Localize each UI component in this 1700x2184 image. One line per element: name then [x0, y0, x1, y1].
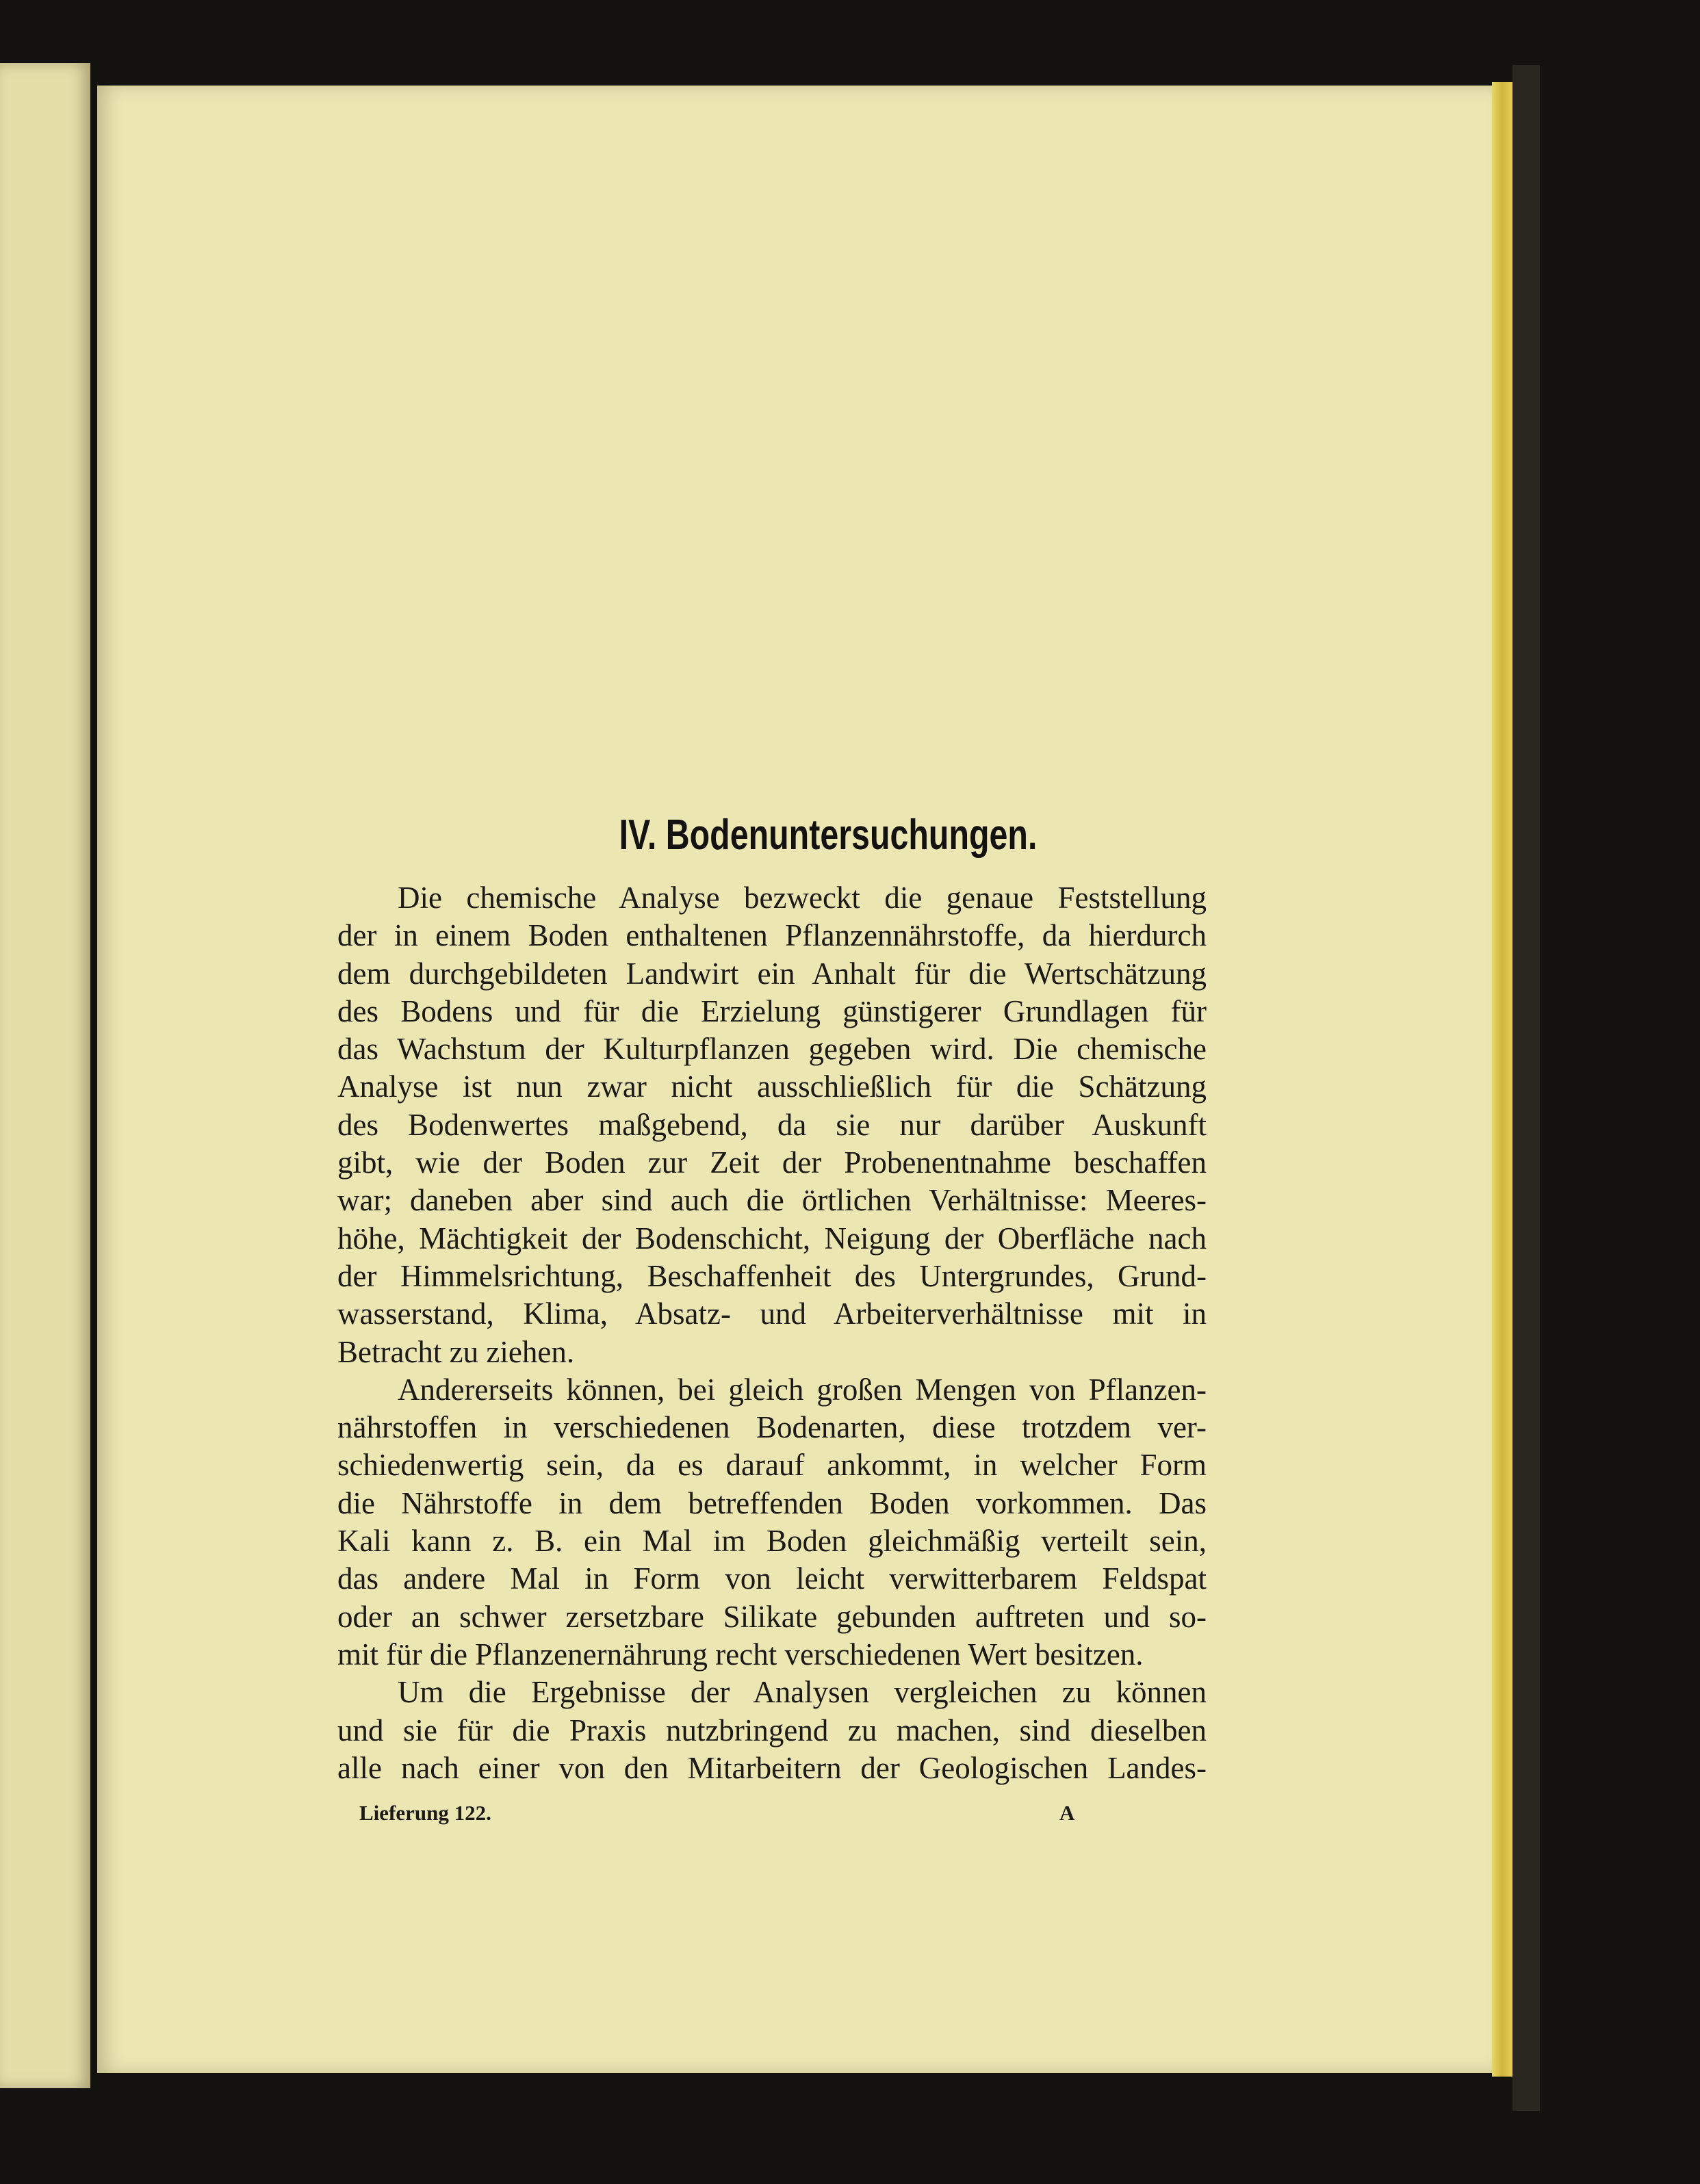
text-line: mit für die Pflanzenernährung recht verschiedenen Wert besitzen.: [337, 1637, 1144, 1672]
left-page-edge: [0, 63, 90, 2088]
footer-signature: Lieferung 122.: [359, 1801, 491, 1825]
body-text: [337, 879, 1207, 1787]
text-line: der Himmelsrichtung, Beschaffenheit des Untergrundes, Grund-: [337, 1258, 1207, 1293]
chapter-title: IV. Bodenuntersuchungen.: [619, 811, 1038, 859]
text-line: dem durchgebildeten Landwirt ein Anhalt für die Wertschätzung: [337, 956, 1207, 991]
text-line: wasserstand, Klima, Absatz- und Arbeiterverhältnisse mit in: [337, 1297, 1207, 1331]
text-line: der in einem Boden enthaltenen Pflanzennährstoffe, da hierdurch: [337, 918, 1207, 953]
text-line: das Wachstum der Kulturpflanzen gegeben wird. Die chemische: [337, 1032, 1207, 1067]
footer-sheet-mark: A: [1059, 1801, 1075, 1825]
text-line: des Bodenwertes maßgebend, da sie nur darüber Auskunft: [337, 1107, 1207, 1142]
text-line: alle nach einer von den Mitarbeitern der Geologischen Landes-: [337, 1750, 1207, 1785]
text-line: nährstoffen in verschiedenen Bodenarten, diese trotzdem ver-: [337, 1410, 1207, 1445]
text-line: Analyse ist nun zwar nicht ausschließlich für die Schätzung: [337, 1069, 1207, 1104]
text-line: Kali kann z. B. ein Mal im Boden gleichmäßig verteilt sein,: [337, 1524, 1207, 1559]
page-block-edge: [1492, 82, 1512, 2077]
text-line: war; daneben aber sind auch die örtlichen Verhältnisse: Meeres-: [337, 1183, 1207, 1218]
text-line: des Bodens und für die Erzielung günstigerer Grundlagen für: [337, 993, 1207, 1028]
text-line: und sie für die Praxis nutzbringend zu machen, sind dieselben: [337, 1713, 1207, 1747]
text-line: Betracht zu ziehen.: [337, 1334, 575, 1369]
text-line: das andere Mal in Form von leicht verwitterbarem Feldspat: [337, 1561, 1207, 1596]
text-line: Um die Ergebnisse der Analysen vergleichen zu können: [398, 1675, 1207, 1710]
text-line: die Nährstoffe in dem betreffenden Boden vorkommen. Das: [337, 1485, 1207, 1520]
text-line: Andererseits können, bei gleich großen Mengen von Pflanzen-: [398, 1372, 1207, 1407]
text-line: gibt, wie der Boden zur Zeit der Probenentnahme beschaffen: [337, 1145, 1207, 1180]
text-line: Die chemische Analyse bezweckt die genaue Feststellung: [398, 881, 1207, 915]
book-cover-edge: [1512, 65, 1540, 2111]
text-line: höhe, Mächtigkeit der Bodenschicht, Neigung der Oberfläche nach: [337, 1221, 1207, 1256]
text-line: schiedenwertig sein, da es darauf ankommt, in welcher Form: [337, 1448, 1207, 1483]
text-line: oder an schwer zersetzbare Silikate gebunden auftreten und so-: [337, 1599, 1207, 1634]
